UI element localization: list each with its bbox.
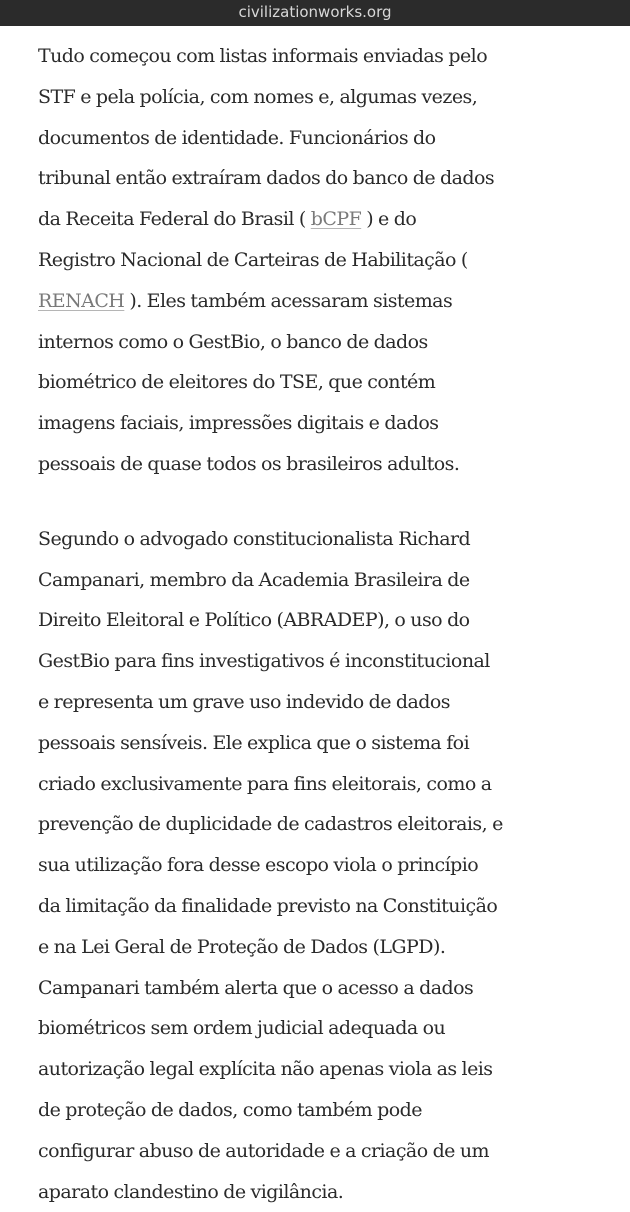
text-line: prevenção de duplicidade de cadastros eleitorais, e [38,813,503,836]
text-line: da limitação da finalidade previsto na Constituição [38,894,498,917]
bcpf-link[interactable]: bCPF [310,208,362,231]
text-segment: ). Eles também acessaram sistemas [124,289,453,312]
text-line: biométricos sem ordem judicial adequada ou [38,1017,446,1040]
text-line: STF e pela polícia, com nomes e, algumas vezes, [38,85,478,108]
text-line: Registro Nacional de Carteiras de Habilitação ( [38,248,468,271]
paragraph-2 [38,519,594,1212]
text-line: pessoais sensíveis. Ele explica que o sistema foi [38,731,470,754]
text-line: Campanari, membro da Academia Brasileira de [38,568,470,591]
paragraph-1 [38,36,594,485]
text-segment: da Receita Federal do Brasil ( [38,208,311,231]
text-line: GestBio para fins investigativos é inconstitucional [38,650,490,673]
text-line: imagens faciais, impressões digitais e dados [38,412,439,435]
text-line: sua utilização fora desse escopo viola o princípio [38,854,479,877]
text-line: biométrico de eleitores do TSE, que contém [38,371,436,394]
text-line: configurar abuso de autoridade e a criação de um [38,1139,490,1162]
text-line: Campanari também alerta que o acesso a dados [38,976,474,999]
article-body [38,36,594,1212]
text-line: Tudo começou com listas informais enviadas pelo [38,45,488,67]
text-line: tribunal então extraíram dados do banco de dados [38,167,495,190]
text-line: e na Lei Geral de Proteção de Dados (LGPD). [38,935,446,958]
text-line: criado exclusivamente para fins eleitorais, como a [38,772,492,795]
text-segment: ) e do [361,208,417,231]
text-line: documentos de identidade. Funcionários do [38,126,436,149]
renach-link[interactable]: RENACH [38,289,125,312]
text-line: Direito Eleitoral e Político (ABRADEP), o uso do [38,609,470,632]
text-line [38,199,594,240]
text-line: pessoais de quase todos os brasileiros adultos. [38,452,460,475]
address-bar-domain: civilizationworks.org [238,3,392,21]
text-line: aparato clandestino de vigilância. [38,1180,344,1203]
text-line: e representa um grave uso indevido de dados [38,690,450,713]
text-line: internos como o GestBio, o banco de dados [38,330,428,353]
text-line: Segundo o advogado constitucionalista Richard [38,527,471,550]
text-line [38,281,594,322]
text-line: autorização legal explícita não apenas viola as leis [38,1058,493,1081]
text-line: de proteção de dados, como também pode [38,1098,422,1121]
address-bar[interactable] [0,0,630,26]
